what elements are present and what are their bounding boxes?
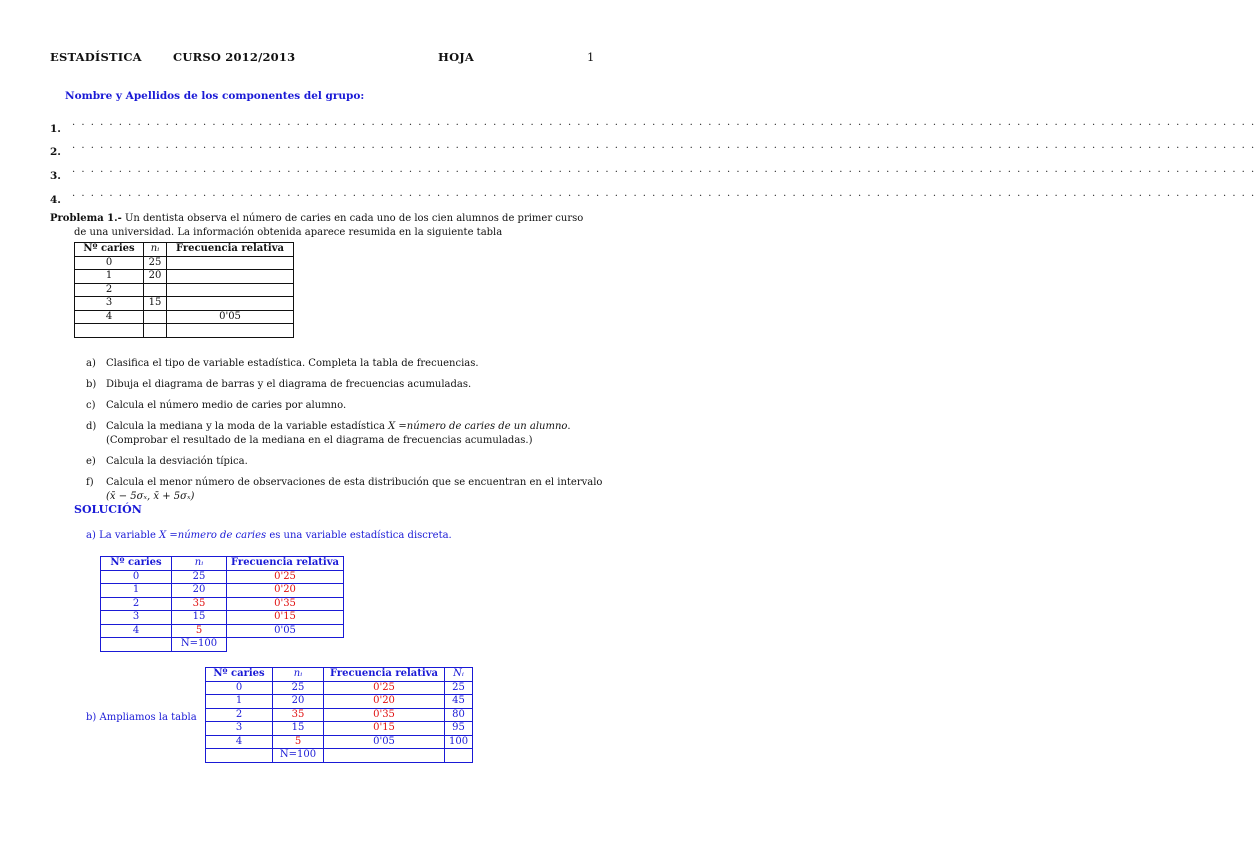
- table-cell: [227, 638, 344, 652]
- problem-table-header: Nº caries: [75, 243, 144, 257]
- problem-table: [74, 242, 294, 338]
- table-row: [75, 310, 294, 324]
- table-row: [101, 611, 344, 625]
- header-sheet: HOJA: [438, 50, 475, 64]
- table-row: [206, 695, 473, 709]
- table-cell: 25: [273, 681, 324, 695]
- table-cell: 15: [144, 297, 167, 311]
- solution-a-tail: es una variable estadística discreta.: [266, 530, 452, 541]
- table-cell: 25: [172, 570, 227, 584]
- table-cell: 4: [75, 310, 144, 324]
- table-row: [101, 597, 344, 611]
- table-cell: 45: [445, 695, 473, 709]
- table-cell: 0'15: [227, 611, 344, 625]
- name-line-label: 1.: [50, 123, 61, 135]
- problem-title: Problema 1.-: [50, 213, 122, 224]
- table-cell: 35: [172, 597, 227, 611]
- solution-b-label: b): [86, 712, 97, 723]
- table-cell[interactable]: [144, 324, 167, 338]
- table-cell: 35: [273, 708, 324, 722]
- question-text: Clasifica el tipo de variable estadística. Completa la tabla de frecuencias.: [106, 358, 479, 369]
- solution-table-b: [205, 667, 473, 763]
- question-label: d): [86, 421, 97, 432]
- name-line-dots: . . . . . . . . . . . . . . . . . . . . . . . . . . . . . . . . . . . . . . . . . . . . . . . . . . . . . . . . . . . . . . . . . . . . . . . . . . . . . . . . . . . . . . . . . . . . . . . . . . . . . . . . . . . . . . . . . . . . . . . . . . . . . . .: [72, 117, 1256, 128]
- name-line-3[interactable]: [50, 164, 61, 183]
- table-cell: 0'35: [324, 708, 445, 722]
- question-d: [86, 420, 606, 448]
- table-row: [75, 283, 294, 297]
- name-line-dots: . . . . . . . . . . . . . . . . . . . . . . . . . . . . . . . . . . . . . . . . . . . . . . . . . . . . . . . . . . . . . . . . . . . . . . . . . . . . . . . . . . . . . . . . . . . . . . . . . . . . . . . . . . . . . . . . . . . . . . . . . . . . . . .: [72, 140, 1256, 151]
- table-cell: 100: [445, 735, 473, 749]
- table-row: [75, 270, 294, 284]
- question-text: Calcula el número medio de caries por alumno.: [106, 400, 347, 411]
- table-cell: 5: [273, 735, 324, 749]
- problem-table-header: nᵢ: [144, 243, 167, 257]
- name-line-4[interactable]: [50, 188, 61, 207]
- question-list: [86, 357, 606, 511]
- solution-table-header: nᵢ: [273, 668, 324, 682]
- table-cell: [101, 638, 172, 652]
- question-label: e): [86, 456, 96, 467]
- solution-table-header: Nᵢ: [445, 668, 473, 682]
- table-row: [101, 624, 344, 638]
- table-cell: 15: [172, 611, 227, 625]
- table-cell[interactable]: [167, 324, 294, 338]
- table-cell: 0'20: [227, 584, 344, 598]
- table-cell[interactable]: [144, 283, 167, 297]
- interval-expression: (x̄ − 5σₓ, x̄ + 5σₓ): [106, 491, 195, 502]
- table-cell: [445, 749, 473, 763]
- table-cell[interactable]: [167, 283, 294, 297]
- problem-statement-line1: Un dentista observa el número de caries en cada uno de los cien alumnos de primer curso: [124, 213, 584, 224]
- table-cell[interactable]: [167, 256, 294, 270]
- table-cell: [324, 749, 445, 763]
- solution-b: [86, 711, 197, 725]
- table-cell: 4: [101, 624, 172, 638]
- question-b: [86, 378, 606, 392]
- table-cell: 1: [206, 695, 273, 709]
- table-cell: 4: [206, 735, 273, 749]
- table-cell: 20: [172, 584, 227, 598]
- variable-definition: número de caries: [177, 530, 267, 541]
- table-cell: 15: [273, 722, 324, 736]
- table-cell: 25: [445, 681, 473, 695]
- table-row: [75, 324, 294, 338]
- solution-a-text: La variable: [99, 530, 160, 541]
- table-row: [75, 256, 294, 270]
- variable-x: X: [159, 530, 167, 541]
- table-cell: 20: [144, 270, 167, 284]
- question-text: Calcula la desviación típica.: [106, 456, 248, 467]
- table-cell: 1: [101, 584, 172, 598]
- table-cell: 0'35: [227, 597, 344, 611]
- problem-table-header: Frecuencia relativa: [167, 243, 294, 257]
- solution-table-header: Frecuencia relativa: [324, 668, 445, 682]
- table-cell[interactable]: [167, 270, 294, 284]
- table-total: N=100: [273, 749, 324, 763]
- variable-x: X: [388, 421, 396, 432]
- table-cell: 20: [273, 695, 324, 709]
- question-e: [86, 455, 606, 469]
- table-row: [101, 638, 344, 652]
- solution-b-text: Ampliamos la tabla: [99, 712, 197, 723]
- table-cell: [206, 749, 273, 763]
- table-cell: 25: [144, 256, 167, 270]
- solution-table-a: [100, 556, 344, 652]
- solution-a: [86, 529, 452, 543]
- question-c: [86, 399, 606, 413]
- table-row: [101, 570, 344, 584]
- question-text: Calcula el menor número de observaciones de esta distribución que se encuentran en el intervalo: [106, 477, 603, 488]
- question-label: b): [86, 379, 97, 390]
- table-total: N=100: [172, 638, 227, 652]
- name-line-2[interactable]: [50, 140, 61, 159]
- table-cell: 1: [75, 270, 144, 284]
- table-cell: 2: [75, 283, 144, 297]
- table-cell: 80: [445, 708, 473, 722]
- variable-definition: número de caries de un alumno: [406, 421, 568, 432]
- table-cell: 0'25: [324, 681, 445, 695]
- table-row: [206, 681, 473, 695]
- question-label: f): [86, 477, 94, 488]
- table-cell: 3: [101, 611, 172, 625]
- table-row: [206, 722, 473, 736]
- period: .: [567, 421, 571, 432]
- table-row: [75, 297, 294, 311]
- equals-sign: =: [166, 530, 178, 541]
- problem-statement: [50, 212, 600, 226]
- question-text: Dibuja el diagrama de barras y el diagrama de frecuencias acumuladas.: [106, 379, 472, 390]
- solution-table-header: nᵢ: [172, 557, 227, 571]
- solution-table-header: Nº caries: [206, 668, 273, 682]
- solution-table-header: Nº caries: [101, 557, 172, 571]
- solution-a-label: a): [86, 530, 96, 541]
- table-cell: [75, 324, 144, 338]
- table-cell: 3: [75, 297, 144, 311]
- question-f: [86, 476, 606, 504]
- equals-sign: =: [395, 421, 407, 432]
- name-line-label: 4.: [50, 194, 61, 206]
- table-row: [206, 708, 473, 722]
- table-row: [101, 584, 344, 598]
- table-cell[interactable]: [167, 297, 294, 311]
- solution-title: SOLUCIÓN: [74, 503, 142, 516]
- table-cell: 0: [206, 681, 273, 695]
- question-a: [86, 357, 606, 371]
- table-cell: 3: [206, 722, 273, 736]
- header-page-number: 1: [587, 50, 595, 64]
- table-cell: 0'05: [167, 310, 294, 324]
- header-subject: ESTADÍSTICA: [50, 50, 142, 64]
- table-cell: 5: [172, 624, 227, 638]
- question-label: c): [86, 400, 96, 411]
- table-cell: 0'20: [324, 695, 445, 709]
- table-cell: 0'05: [324, 735, 445, 749]
- table-cell: 2: [206, 708, 273, 722]
- table-cell: 0'05: [227, 624, 344, 638]
- table-cell: 0'15: [324, 722, 445, 736]
- table-cell: 0'25: [227, 570, 344, 584]
- name-line-dots: . . . . . . . . . . . . . . . . . . . . . . . . . . . . . . . . . . . . . . . . . . . . . . . . . . . . . . . . . . . . . . . . . . . . . . . . . . . . . . . . . . . . . . . . . . . . . . . . . . . . . . . . . . . . . . . . . . . . . . . . . . . . . . .: [72, 188, 1256, 199]
- table-row: [206, 749, 473, 763]
- question-label: a): [86, 358, 96, 369]
- table-cell: 0: [101, 570, 172, 584]
- name-line-label: 3.: [50, 170, 61, 182]
- header-course: CURSO 2012/2013: [173, 50, 296, 64]
- question-text: Calcula la mediana y la moda de la variable estadística: [106, 421, 389, 432]
- table-cell: 2: [101, 597, 172, 611]
- table-cell: 0: [75, 256, 144, 270]
- question-text-line2: (Comprobar el resultado de la mediana en el diagrama de frecuencias acumuladas.): [106, 435, 533, 446]
- solution-table-header: Frecuencia relativa: [227, 557, 344, 571]
- table-row: [206, 735, 473, 749]
- table-cell[interactable]: [144, 310, 167, 324]
- name-line-dots: . . . . . . . . . . . . . . . . . . . . . . . . . . . . . . . . . . . . . . . . . . . . . . . . . . . . . . . . . . . . . . . . . . . . . . . . . . . . . . . . . . . . . . . . . . . . . . . . . . . . . . . . . . . . . . . . . . . . . . . . . . . . . . .: [72, 164, 1256, 175]
- table-cell: 95: [445, 722, 473, 736]
- problem-statement-line2: de una universidad. La información obtenida aparece resumida en la siguiente tabla: [74, 227, 503, 238]
- group-prompt: Nombre y Apellidos de los componentes del grupo:: [65, 90, 365, 102]
- name-line-label: 2.: [50, 146, 61, 158]
- name-line-1[interactable]: [50, 117, 61, 136]
